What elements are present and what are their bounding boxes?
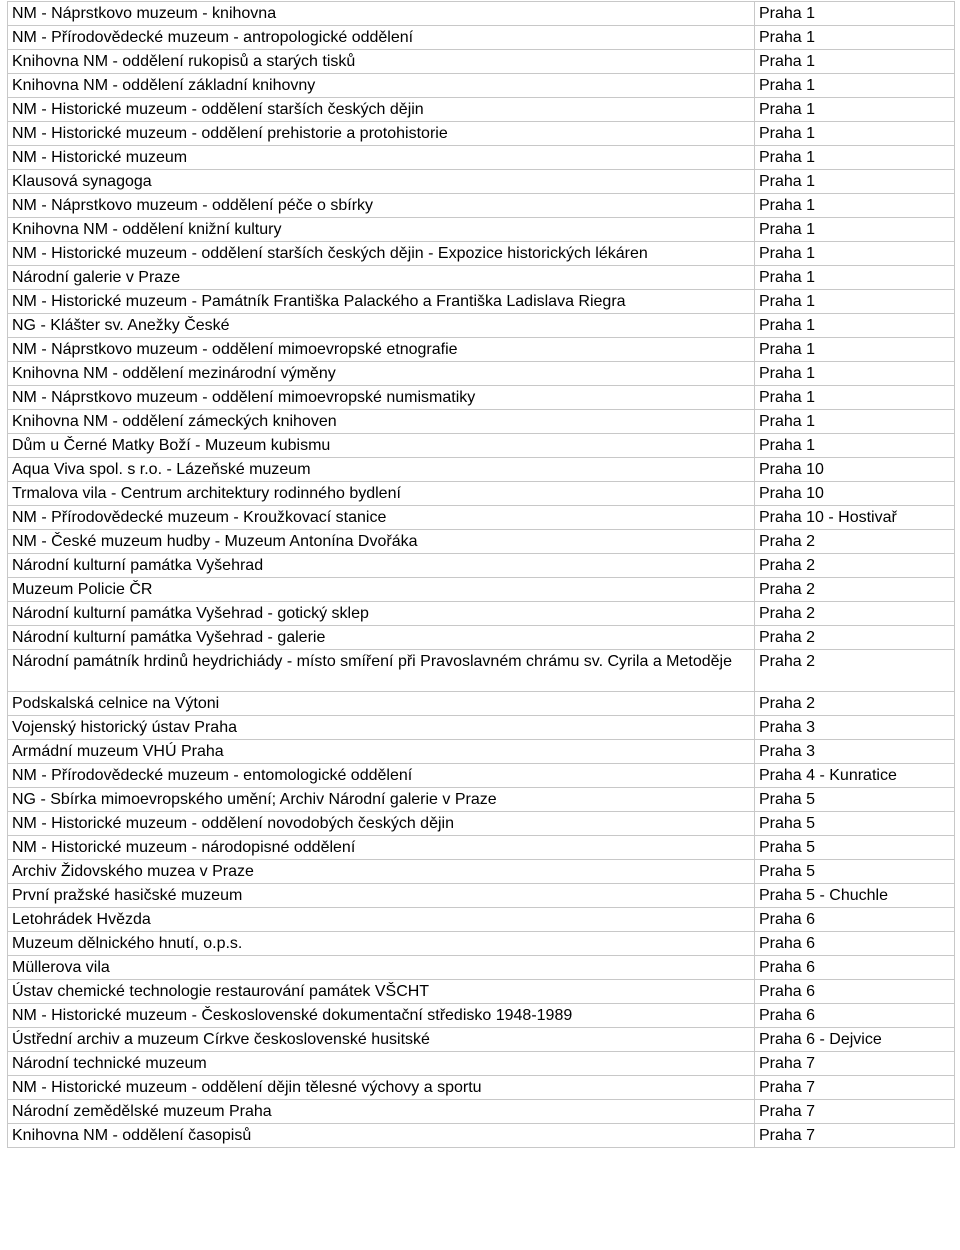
city-district-cell: Praha 6 - Dejvice xyxy=(755,1028,955,1052)
table-row xyxy=(8,194,955,218)
table-row xyxy=(8,170,955,194)
city-district-cell: Praha 2 xyxy=(755,530,955,554)
city-district-cell: Praha 10 xyxy=(755,482,955,506)
table-row xyxy=(8,146,955,170)
city-district-cell: Praha 1 xyxy=(755,338,955,362)
institution-name-cell: NM - Náprstkovo muzeum - oddělení mimoevropské etnografie xyxy=(8,338,755,362)
table-row xyxy=(8,650,955,692)
institution-name-cell: Podskalská celnice na Výtoni xyxy=(8,692,755,716)
city-district-cell: Praha 7 xyxy=(755,1100,955,1124)
city-district-cell: Praha 2 xyxy=(755,650,955,692)
table-row xyxy=(8,482,955,506)
institution-name-cell: NM - Historické muzeum - oddělení dějin tělesné výchovy a sportu xyxy=(8,1076,755,1100)
table-row xyxy=(8,764,955,788)
table-row xyxy=(8,50,955,74)
city-district-cell: Praha 1 xyxy=(755,434,955,458)
city-district-cell: Praha 10 xyxy=(755,458,955,482)
institution-name-cell: NM - Historické muzeum - Československé dokumentační středisko 1948-1989 xyxy=(8,1004,755,1028)
city-district-cell: Praha 7 xyxy=(755,1124,955,1148)
table-row xyxy=(8,602,955,626)
table-row xyxy=(8,386,955,410)
institution-name-cell: NM - Přírodovědecké muzeum - Kroužkovací stanice xyxy=(8,506,755,530)
city-district-cell: Praha 6 xyxy=(755,932,955,956)
city-district-cell: Praha 1 xyxy=(755,410,955,434)
city-district-cell: Praha 2 xyxy=(755,602,955,626)
institution-name-cell: Archiv Židovského muzea v Praze xyxy=(8,860,755,884)
city-district-cell: Praha 7 xyxy=(755,1076,955,1100)
city-district-cell: Praha 1 xyxy=(755,266,955,290)
city-district-cell: Praha 1 xyxy=(755,362,955,386)
institution-name-cell: NM - Náprstkovo muzeum - knihovna xyxy=(8,2,755,26)
institution-name-cell: Knihovna NM - oddělení zámeckých knihoven xyxy=(8,410,755,434)
city-district-cell: Praha 1 xyxy=(755,242,955,266)
institution-name-cell: Národní památník hrdinů heydrichiády - místo smíření při Pravoslavném chrámu sv. Cyrila a Metoděje xyxy=(8,650,755,692)
table-row xyxy=(8,554,955,578)
city-district-cell: Praha 1 xyxy=(755,2,955,26)
city-district-cell: Praha 5 xyxy=(755,836,955,860)
table-row xyxy=(8,836,955,860)
institution-name-cell: První pražské hasičské muzeum xyxy=(8,884,755,908)
institution-name-cell: Knihovna NM - oddělení časopisů xyxy=(8,1124,755,1148)
table-row xyxy=(8,506,955,530)
table-row xyxy=(8,740,955,764)
city-district-cell: Praha 3 xyxy=(755,716,955,740)
city-district-cell: Praha 6 xyxy=(755,1004,955,1028)
table-row xyxy=(8,578,955,602)
city-district-cell: Praha 3 xyxy=(755,740,955,764)
table-row xyxy=(8,932,955,956)
table-row xyxy=(8,242,955,266)
city-district-cell: Praha 6 xyxy=(755,956,955,980)
city-district-cell: Praha 1 xyxy=(755,194,955,218)
institution-name-cell: Ústřední archiv a muzeum Církve československé husitské xyxy=(8,1028,755,1052)
table-row xyxy=(8,1100,955,1124)
institution-name-cell: Národní kulturní památka Vyšehrad - gotický sklep xyxy=(8,602,755,626)
institution-name-cell: Národní kulturní památka Vyšehrad xyxy=(8,554,755,578)
institution-name-cell: Muzeum Policie ČR xyxy=(8,578,755,602)
table-row xyxy=(8,458,955,482)
institution-name-cell: Národní technické muzeum xyxy=(8,1052,755,1076)
table-row xyxy=(8,362,955,386)
table-row xyxy=(8,530,955,554)
table-row xyxy=(8,908,955,932)
city-district-cell: Praha 2 xyxy=(755,692,955,716)
city-district-cell: Praha 1 xyxy=(755,170,955,194)
table-row xyxy=(8,338,955,362)
institution-name-cell: Knihovna NM - oddělení mezinárodní výměny xyxy=(8,362,755,386)
city-district-cell: Praha 1 xyxy=(755,290,955,314)
city-district-cell: Praha 5 xyxy=(755,860,955,884)
city-district-cell: Praha 1 xyxy=(755,314,955,338)
table-row xyxy=(8,716,955,740)
institution-name-cell: NM - České muzeum hudby - Muzeum Antonína Dvořáka xyxy=(8,530,755,554)
table-row xyxy=(8,434,955,458)
table-row xyxy=(8,1004,955,1028)
table-row xyxy=(8,860,955,884)
institution-name-cell: NM - Náprstkovo muzeum - oddělení péče o sbírky xyxy=(8,194,755,218)
institution-name-cell: NM - Historické muzeum - oddělení starších českých dějin - Expozice historických lékáren xyxy=(8,242,755,266)
table-row xyxy=(8,98,955,122)
table-row xyxy=(8,74,955,98)
city-district-cell: Praha 4 - Kunratice xyxy=(755,764,955,788)
city-district-cell: Praha 1 xyxy=(755,98,955,122)
institution-name-cell: NM - Historické muzeum - oddělení starších českých dějin xyxy=(8,98,755,122)
institution-name-cell: Národní zemědělské muzeum Praha xyxy=(8,1100,755,1124)
table-row xyxy=(8,290,955,314)
institution-name-cell: Trmalova vila - Centrum architektury rodinného bydlení xyxy=(8,482,755,506)
table-row xyxy=(8,1028,955,1052)
city-district-cell: Praha 7 xyxy=(755,1052,955,1076)
institution-name-cell: NG - Klášter sv. Anežky České xyxy=(8,314,755,338)
table-row xyxy=(8,788,955,812)
table-row xyxy=(8,980,955,1004)
table-row xyxy=(8,26,955,50)
table-row xyxy=(8,1052,955,1076)
city-district-cell: Praha 1 xyxy=(755,386,955,410)
institution-name-cell: Müllerova vila xyxy=(8,956,755,980)
institution-name-cell: Knihovna NM - oddělení knižní kultury xyxy=(8,218,755,242)
institution-name-cell: Knihovna NM - oddělení základní knihovny xyxy=(8,74,755,98)
table-row xyxy=(8,410,955,434)
city-district-cell: Praha 1 xyxy=(755,122,955,146)
institution-name-cell: NM - Historické muzeum - oddělení prehistorie a protohistorie xyxy=(8,122,755,146)
institution-name-cell: Klausová synagoga xyxy=(8,170,755,194)
institution-name-cell: NM - Náprstkovo muzeum - oddělení mimoevropské numismatiky xyxy=(8,386,755,410)
institution-table-body xyxy=(8,2,955,1148)
institution-name-cell: Vojenský historický ústav Praha xyxy=(8,716,755,740)
city-district-cell: Praha 1 xyxy=(755,50,955,74)
table-row xyxy=(8,314,955,338)
city-district-cell: Praha 1 xyxy=(755,218,955,242)
city-district-cell: Praha 5 xyxy=(755,788,955,812)
institution-name-cell: NM - Historické muzeum - národopisné oddělení xyxy=(8,836,755,860)
institution-table xyxy=(7,1,955,1148)
institution-name-cell: NM - Přírodovědecké muzeum - entomologické oddělení xyxy=(8,764,755,788)
table-row xyxy=(8,884,955,908)
institution-name-cell: NM - Historické muzeum xyxy=(8,146,755,170)
city-district-cell: Praha 2 xyxy=(755,626,955,650)
institution-name-cell: NM - Přírodovědecké muzeum - antropologické oddělení xyxy=(8,26,755,50)
table-row xyxy=(8,266,955,290)
city-district-cell: Praha 2 xyxy=(755,554,955,578)
city-district-cell: Praha 2 xyxy=(755,578,955,602)
table-row xyxy=(8,812,955,836)
institution-name-cell: Dům u Černé Matky Boží - Muzeum kubismu xyxy=(8,434,755,458)
institution-name-cell: Národní kulturní památka Vyšehrad - galerie xyxy=(8,626,755,650)
city-district-cell: Praha 6 xyxy=(755,908,955,932)
city-district-cell: Praha 5 - Chuchle xyxy=(755,884,955,908)
city-district-cell: Praha 6 xyxy=(755,980,955,1004)
city-district-cell: Praha 1 xyxy=(755,26,955,50)
institution-name-cell: Armádní muzeum VHÚ Praha xyxy=(8,740,755,764)
table-row xyxy=(8,2,955,26)
city-district-cell: Praha 1 xyxy=(755,74,955,98)
table-row xyxy=(8,956,955,980)
institution-name-cell: NG - Sbírka mimoevropského umění; Archiv Národní galerie v Praze xyxy=(8,788,755,812)
city-district-cell: Praha 5 xyxy=(755,812,955,836)
institution-name-cell: Národní galerie v Praze xyxy=(8,266,755,290)
institution-name-cell: Aqua Viva spol. s r.o. - Lázeňské muzeum xyxy=(8,458,755,482)
table-row xyxy=(8,1076,955,1100)
table-row xyxy=(8,1124,955,1148)
city-district-cell: Praha 1 xyxy=(755,146,955,170)
table-row xyxy=(8,626,955,650)
institution-name-cell: NM - Historické muzeum - oddělení novodobých českých dějin xyxy=(8,812,755,836)
institution-name-cell: NM - Historické muzeum - Památník Františka Palackého a Františka Ladislava Riegra xyxy=(8,290,755,314)
city-district-cell: Praha 10 - Hostivař xyxy=(755,506,955,530)
institution-name-cell: Ústav chemické technologie restaurování památek VŠCHT xyxy=(8,980,755,1004)
institution-name-cell: Knihovna NM - oddělení rukopisů a starých tisků xyxy=(8,50,755,74)
table-row xyxy=(8,692,955,716)
table-row xyxy=(8,218,955,242)
institution-name-cell: Muzeum dělnického hnutí, o.p.s. xyxy=(8,932,755,956)
table-row xyxy=(8,122,955,146)
institution-name-cell: Letohrádek Hvězda xyxy=(8,908,755,932)
